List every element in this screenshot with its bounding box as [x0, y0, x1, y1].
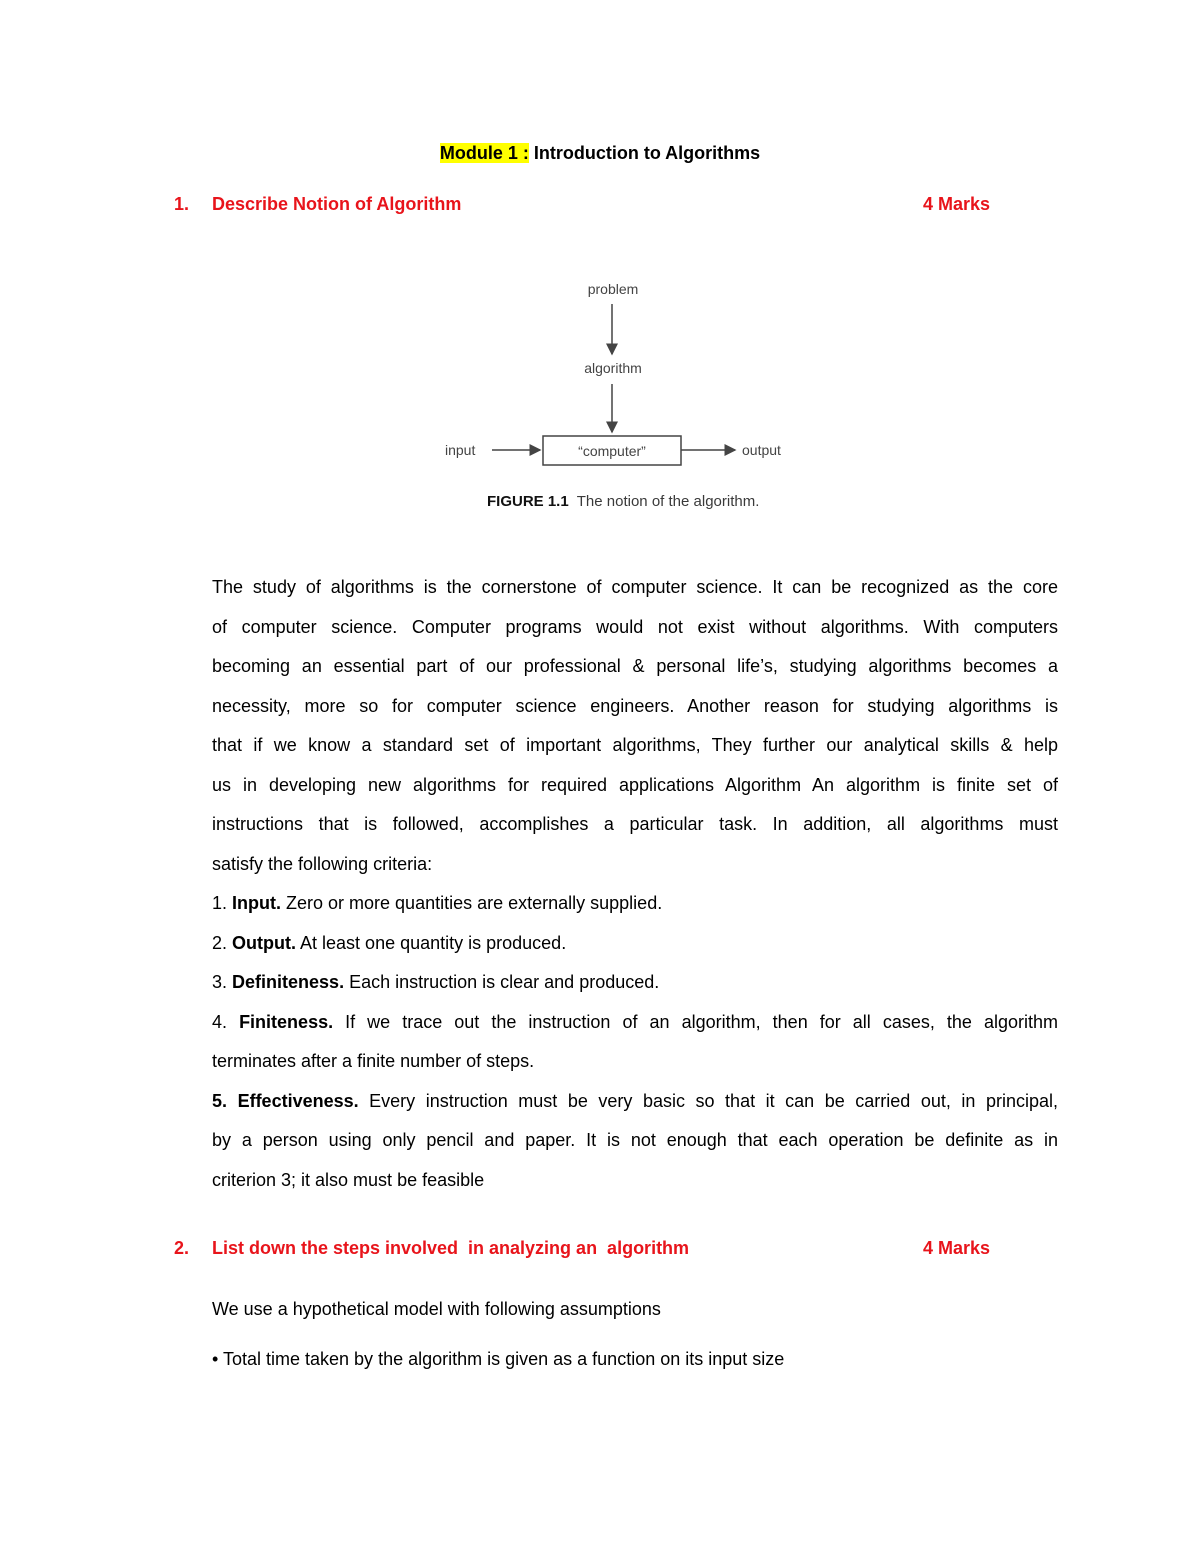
criterion-input	[212, 884, 1058, 924]
page-title	[0, 143, 1200, 164]
question-number: 2.	[174, 1238, 190, 1258]
module-highlight: Module 1 :	[439, 143, 529, 163]
algorithm-notion-figure	[440, 278, 800, 518]
criterion-definiteness	[212, 963, 1058, 1003]
criterion-effectiveness-cont2: criterion 3; it also must be feasible	[212, 1169, 485, 1190]
bullet-symbol: •	[212, 1349, 219, 1369]
criteria-list	[212, 884, 1058, 1200]
criterion-name: Input.	[232, 893, 282, 913]
criterion-output	[212, 924, 1058, 964]
paragraph-line: necessity, more so for computer science engineers. Another reason for studying algorithms is	[212, 695, 1058, 716]
question-2-bullet	[212, 1349, 784, 1370]
criterion-number: 4.	[212, 1011, 228, 1032]
input-label: input	[445, 442, 476, 458]
criterion-name: Definiteness.	[232, 972, 345, 992]
criterion-name: Effectiveness.	[237, 1090, 359, 1111]
paragraph-line: The study of algorithms is the cornerstone of computer science. It can be recognized as the core	[212, 577, 1058, 597]
criterion-text: At least one quantity is produced.	[296, 932, 567, 953]
question-number: 1.	[174, 194, 190, 214]
figure-diagram	[440, 278, 800, 478]
question-text: Describe Notion of Algorithm	[212, 194, 462, 214]
question-marks: 4 Marks	[922, 194, 990, 214]
question-text: List down the steps involved in analyzing an algorithm	[212, 1238, 690, 1258]
paragraph-line: instructions that is followed, accomplishes a particular task. In addition, all algorithms must	[212, 814, 1058, 834]
paragraph-line: that if we know a standard set of important algorithms, They further our analytical skills & help	[212, 735, 1058, 755]
criterion-text: Each instruction is clear and produced.	[344, 972, 660, 992]
criterion-finiteness-cont: terminates after a finite number of steps.	[212, 1051, 535, 1071]
criterion-text: If we trace out the instruction of an algorithm, then for all cases, the algorithm	[333, 1011, 1058, 1032]
criterion-name: Finiteness.	[239, 1011, 334, 1032]
criterion-finiteness	[212, 1003, 1058, 1043]
figure-caption-text: The notion of the algorithm.	[576, 493, 760, 510]
computer-label: “computer”	[578, 443, 646, 459]
question-2-intro: We use a hypothetical model with following assumptions	[212, 1299, 661, 1319]
paragraph-line: becoming an essential part of our professional & personal life’s, studying algorithms becomes a	[212, 656, 1058, 676]
algorithm-label: algorithm	[584, 360, 642, 376]
output-label: output	[742, 442, 781, 458]
criterion-name: Output.	[232, 932, 297, 953]
criterion-text: Every instruction must be very basic so that it can be carried out, in principal,	[358, 1090, 1058, 1111]
module-title-text: Introduction to Algorithms	[528, 143, 761, 163]
criterion-effectiveness	[212, 1082, 1058, 1122]
problem-label: problem	[587, 281, 639, 297]
bullet-text: Total time taken by the algorithm is given as a function on its input size	[218, 1349, 785, 1369]
criterion-number: 2.	[212, 932, 228, 953]
question-1-heading	[174, 194, 990, 218]
criterion-effectiveness-cont: by a person using only pencil and paper. It is not enough that each operation be definite as in	[212, 1130, 1058, 1150]
paragraph-line: us in developing new algorithms for required applications Algorithm An algorithm is finite set of	[212, 774, 1058, 795]
paragraph-line: satisfy the following criteria:	[212, 853, 433, 874]
criterion-number: 5.	[212, 1090, 228, 1111]
figure-caption	[487, 493, 759, 510]
question-2-heading	[174, 1238, 990, 1262]
criterion-number: 3.	[212, 972, 228, 992]
intro-paragraph	[212, 568, 1058, 884]
paragraph-line: of computer science. Computer programs would not exist without algorithms. With computers	[212, 616, 1058, 637]
criterion-number: 1.	[212, 893, 228, 913]
figure-caption-label: FIGURE 1.1	[487, 493, 569, 510]
criterion-text: Zero or more quantities are externally supplied.	[281, 893, 663, 913]
question-marks: 4 Marks	[922, 1238, 990, 1258]
